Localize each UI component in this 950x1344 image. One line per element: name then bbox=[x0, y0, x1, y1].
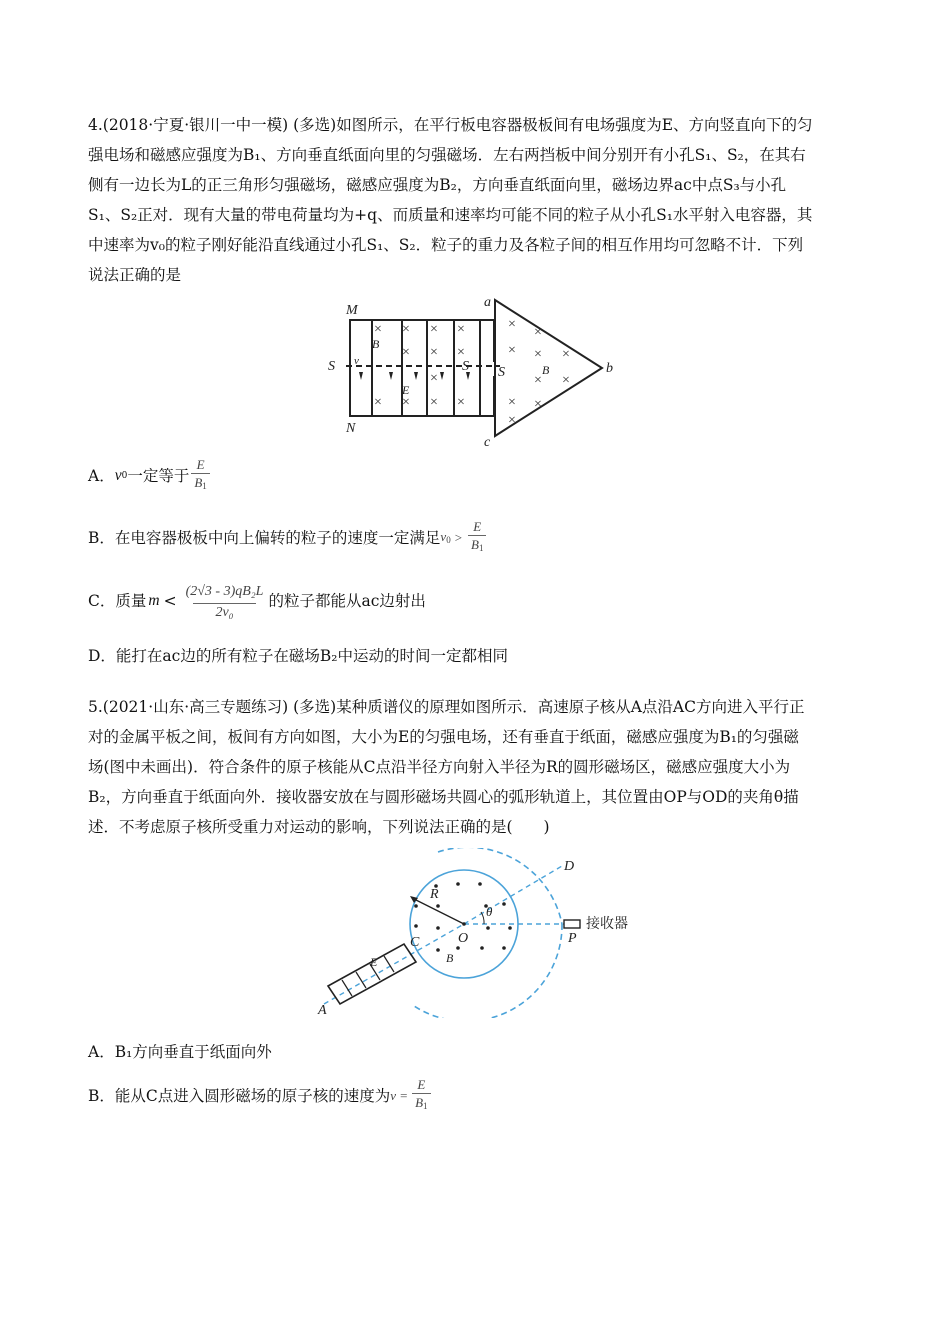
label-v0: v bbox=[354, 355, 359, 367]
svg-text:×: × bbox=[562, 373, 570, 388]
svg-text:×: × bbox=[534, 325, 542, 340]
option-text: B．在电容器极板中向上偏转的粒子的速度一定满足 bbox=[88, 529, 441, 547]
q5-stem-line: 5.(2021·山东·高三专题练习) (多选)某种质谱仪的原理如图所示．高速原子核从A点沿AC方向进入平行正 bbox=[88, 698, 805, 716]
label-P: P bbox=[568, 931, 577, 946]
svg-text:×: × bbox=[562, 347, 570, 362]
q4-stem-line: S₁、S₂正对．现有大量的带电荷量均为+q、而质量和速率均可能不同的粒子从小孔S₁水平射入电容器，其 bbox=[88, 206, 813, 224]
q4-stem-line: 4.(2018·宁夏·银川一中一模) (多选)如图所示，在平行板电容器极板间有电场强度为E、方向竖直向下的匀 bbox=[88, 116, 813, 134]
option-text: D．能打在ac边的所有粒子在磁场B₂中运动的时间一定都相同 bbox=[88, 647, 508, 665]
denominator bbox=[191, 473, 209, 495]
svg-text:×: × bbox=[374, 322, 382, 337]
svg-text:×: × bbox=[430, 322, 438, 337]
svg-text:×: × bbox=[508, 413, 516, 428]
denominator bbox=[468, 535, 486, 557]
symbol-m: m bbox=[148, 592, 160, 609]
svg-text:×: × bbox=[402, 345, 410, 360]
option-text: 的粒子都能从ac边射出 bbox=[268, 592, 426, 610]
q5-stem bbox=[88, 692, 868, 842]
q4-option-a bbox=[88, 454, 868, 498]
svg-text:×: × bbox=[402, 395, 410, 410]
fraction-E-over-B1 bbox=[468, 519, 486, 557]
subscript: 0 bbox=[446, 534, 451, 545]
denominator-symbol: B bbox=[471, 537, 479, 552]
svg-text:×: × bbox=[534, 347, 542, 362]
label-S1: S bbox=[328, 359, 335, 374]
q4-option-b bbox=[88, 516, 868, 560]
label-A: A bbox=[318, 1003, 327, 1018]
svg-text:×: × bbox=[534, 397, 542, 412]
denominator-symbol: B bbox=[194, 475, 203, 490]
svg-text:×: × bbox=[402, 322, 410, 337]
svg-text:×: × bbox=[508, 395, 516, 410]
label-S3: S bbox=[498, 365, 505, 380]
svg-text:×: × bbox=[374, 395, 382, 410]
denominator: 2v₀ bbox=[193, 603, 255, 622]
q5-option-b bbox=[88, 1074, 868, 1118]
option-label: A． bbox=[88, 467, 115, 485]
fraction-E-over-B1 bbox=[191, 457, 209, 495]
label-M: M bbox=[346, 303, 358, 318]
svg-text:×: × bbox=[430, 345, 438, 360]
q4-stem-line: 强电场和磁感应强度为B₁、方向垂直纸面向里的匀强磁场．左右两挡板中间分别开有小孔S₁、S₂，在其右 bbox=[88, 146, 806, 164]
label-receiver: 接收器 bbox=[586, 916, 628, 932]
q5-option-a bbox=[88, 1038, 868, 1066]
q5-stem-line: 场(图中未画出)．符合条件的原子核能从C点沿半径方向射入半径为R的圆形磁场区，磁感应强度大小为 bbox=[88, 758, 791, 776]
svg-text:×: × bbox=[457, 322, 465, 337]
q5-stem-line: B₂，方向垂直于纸面向外．接收器安放在与圆形磁场共圆心的弧形轨道上，其位置由OP与OD的夹角θ描 bbox=[88, 788, 799, 806]
subscript: 0 bbox=[121, 471, 128, 481]
svg-text:×: × bbox=[534, 373, 542, 388]
q4-option-d bbox=[88, 642, 868, 670]
label-N: N bbox=[346, 421, 356, 436]
label-B2: B bbox=[542, 363, 550, 377]
q4-stem-line: 中速率为v₀的粒子刚好能沿直线通过小孔S₁、S₂．粒子的重力及各粒子间的相互作用均可忽略不计．下列 bbox=[88, 236, 804, 254]
q4-option-c bbox=[88, 570, 868, 632]
question-4 bbox=[88, 110, 868, 670]
option-text: B．能从C点进入圆形磁场的原子核的速度为 bbox=[88, 1087, 391, 1105]
fraction-E-over-B1 bbox=[412, 1077, 430, 1115]
label-S2: S bbox=[462, 359, 469, 374]
subscript: 1 bbox=[202, 481, 207, 491]
symbol-v0 bbox=[440, 523, 450, 554]
fraction-mass-bound bbox=[183, 581, 267, 622]
label-R: R bbox=[430, 887, 439, 902]
option-text: 一定等于 bbox=[127, 467, 190, 485]
svg-text:×: × bbox=[457, 345, 465, 360]
numerator: E bbox=[473, 519, 482, 534]
symbol-v-equals: v = bbox=[390, 1088, 409, 1103]
symbol-v: v bbox=[114, 467, 122, 484]
label-E: E bbox=[402, 383, 410, 397]
label-B2: B bbox=[446, 951, 454, 965]
svg-text:×: × bbox=[430, 395, 438, 410]
numerator: E bbox=[196, 457, 205, 472]
q5-stem-line: 述．不考虑原子核所受重力对运动的影响，下列说法正确的是( ) bbox=[88, 818, 550, 836]
svg-text:×: × bbox=[457, 395, 465, 410]
label-O: O bbox=[458, 931, 469, 946]
q4-stem bbox=[88, 110, 868, 290]
option-text: C．质量 bbox=[88, 592, 147, 610]
label-c: c bbox=[484, 435, 491, 448]
subscript: 1 bbox=[478, 543, 484, 553]
q5-stem-line: 对的金属平板之间，板间有方向如图，大小为E的匀强电场，还有垂直于纸面，磁感应强度为B₁的匀强磁 bbox=[88, 728, 799, 746]
q4-figure-capacitor-triangle bbox=[320, 298, 620, 448]
svg-text:×: × bbox=[430, 371, 438, 386]
label-theta: θ bbox=[486, 904, 493, 919]
option-text: A．B₁方向垂直于纸面向外 bbox=[88, 1043, 272, 1061]
label-b: b bbox=[606, 361, 613, 376]
label-D: D bbox=[564, 859, 575, 874]
q5-figure-mass-spectrometer bbox=[308, 848, 648, 1018]
denominator-symbol: B bbox=[415, 1095, 424, 1110]
denominator bbox=[412, 1093, 430, 1115]
numerator: (2√3 - 3)qB₂L bbox=[185, 583, 264, 599]
label-a: a bbox=[484, 298, 491, 310]
q4-stem-line: 侧有一边长为L的正三角形匀强磁场，磁感应强度为B₂，方向垂直纸面向里，磁场边界ac中点S₃与小孔 bbox=[88, 176, 787, 194]
q4-options bbox=[88, 454, 868, 670]
subscript: 1 bbox=[423, 1101, 428, 1111]
label-E: E bbox=[370, 955, 378, 969]
numerator: E bbox=[417, 1077, 426, 1092]
label-C: C bbox=[410, 935, 420, 950]
q4-stem-line: 说法正确的是 bbox=[88, 266, 182, 284]
q5-options bbox=[88, 1038, 868, 1118]
symbol-v: v bbox=[440, 528, 447, 544]
label-B1: B bbox=[372, 337, 380, 351]
svg-text:×: × bbox=[508, 343, 516, 358]
greater-than: > bbox=[454, 530, 463, 545]
page bbox=[88, 110, 868, 1118]
svg-text:×: × bbox=[508, 317, 516, 332]
less-than: < bbox=[163, 592, 177, 610]
question-5 bbox=[88, 692, 868, 1118]
